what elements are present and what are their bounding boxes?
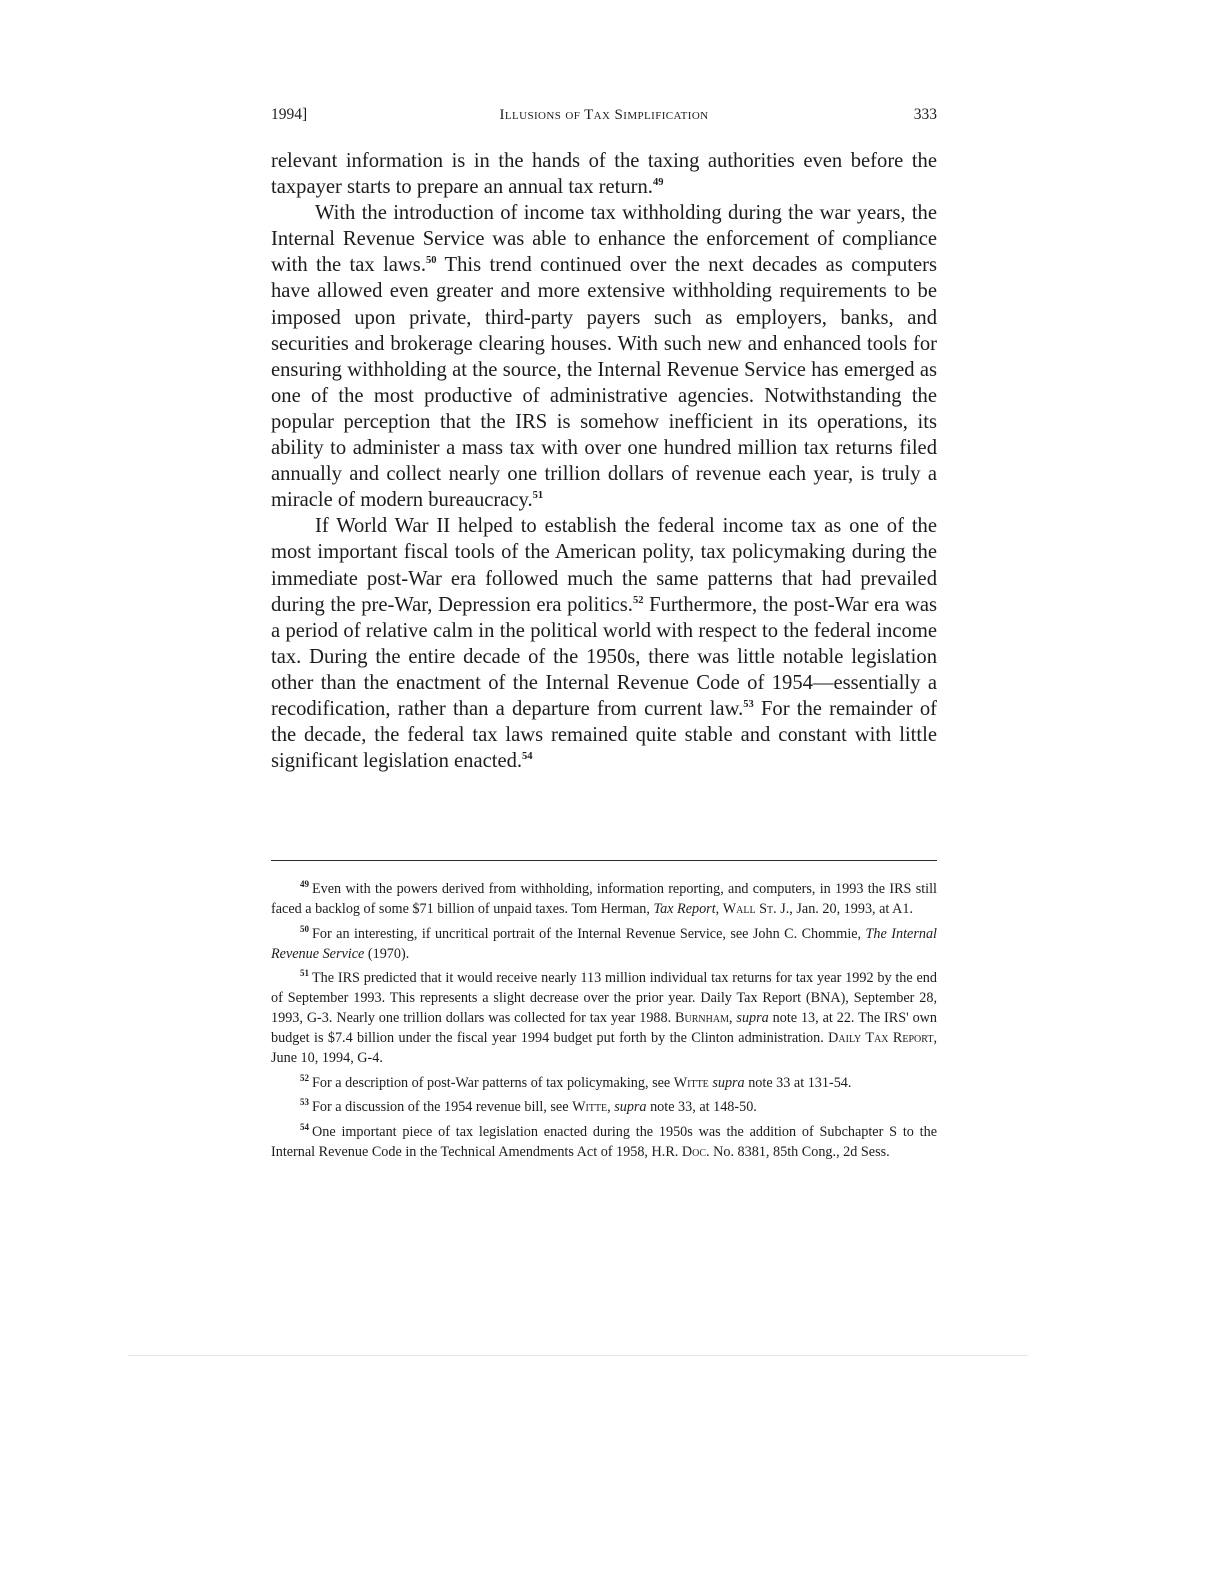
footnote-text: , bbox=[715, 901, 723, 917]
footnote-text: note 13, at 22. The IRS' own budget is $7.4 billion under the fiscal year 1994 budget put forth by the Clinton administration. bbox=[271, 1010, 938, 1046]
paragraph-withholding bbox=[271, 200, 937, 513]
footnote-number: 50 bbox=[300, 923, 309, 934]
footnote-text: Tax Report bbox=[653, 901, 716, 917]
paragraph-text: relevant information is in the hands of the taxing authorities even before the taxpayer starts to prepare an annual tax return. bbox=[271, 150, 937, 199]
footnote-text: The IRS predicted that it would receive nearly 113 million individual tax returns for tax year 1992 by the end of September 1993. This represents a slight decrease over the prior year. Daily Tax Report (BNA), September 28, 1993, G-3. Nearly one trillion dollars was collected for tax year 1988. bbox=[271, 970, 937, 1026]
footnote-52 bbox=[271, 1073, 937, 1093]
scan-artifact-line bbox=[128, 1355, 1028, 1356]
paragraph-text: Furthermore, the post-War era was a period of relative calm in the political world with respect to the federal income tax. During the entire decade of the 1950s, there was little notable legislation other than the enactment of the Internal Revenue Code of 1954—essentially a recodification, rather than a departure from current law. bbox=[271, 593, 937, 720]
footnote-text: For an interesting, if uncritical portrait of the Internal Revenue Service, see John C. Chommie, bbox=[312, 925, 866, 942]
footnote-ref-51: 51 bbox=[532, 490, 544, 502]
footnote-number: 53 bbox=[300, 1097, 309, 1108]
footnote-text: supra bbox=[736, 1010, 769, 1026]
footnote-ref-49: 49 bbox=[652, 177, 664, 189]
footnote-ref-53: 53 bbox=[743, 699, 754, 711]
paragraph-continued bbox=[271, 148, 937, 200]
paragraph-post-war bbox=[271, 513, 937, 774]
footnote-text: note 33, at 148-50. bbox=[646, 1099, 757, 1115]
footnote-53 bbox=[271, 1097, 937, 1117]
running-head-title: Illusions of Tax Simplification bbox=[499, 107, 709, 123]
paragraph-text: If World War II helped to establish the federal income tax as one of the most important fiscal tools of the American polity, tax policymaking during the immediate post-War era followed much the same patterns that had prevailed during the pre-War, Depression era politics. bbox=[271, 515, 937, 616]
footnote-divider bbox=[271, 860, 937, 861]
footnotes bbox=[271, 879, 937, 1166]
footnote-49 bbox=[271, 879, 937, 919]
page-number: 333 bbox=[913, 106, 937, 123]
footnote-text: Even with the powers derived from withholding, information reporting, and computers, in 1993 the IRS still faced a backlog of some $71 billion of unpaid taxes. Tom Herman, bbox=[271, 881, 937, 917]
footnote-text: Wall St. J. bbox=[722, 901, 790, 917]
footnote-text: note 33 at 131-54. bbox=[744, 1074, 852, 1091]
footnote-text: No. 8381, 85th Cong., 2d Sess. bbox=[709, 1143, 890, 1160]
footnote-text: Witte bbox=[673, 1074, 709, 1091]
footnote-number: 52 bbox=[300, 1072, 309, 1083]
footnote-text: One important piece of tax legislation enacted during the 1950s was the addition of Subchapter S to the Internal Revenue Code in the Technical Amendments Act of 1958, H.R. bbox=[271, 1123, 937, 1160]
footnote-text: Daily Tax Report bbox=[828, 1030, 934, 1046]
running-head-year: 1994] bbox=[271, 106, 308, 123]
footnote-50 bbox=[271, 924, 937, 964]
footnote-text: Burnham bbox=[675, 1010, 729, 1026]
paragraph-text: For the remainder of the decade, the federal tax laws remained quite stable and constant with little significant legislation enacted. bbox=[271, 697, 937, 773]
paragraph-text: With the introduction of income tax withholding during the war years, the Internal Revenue Service was able to enhance the enforcement of compliance with the tax laws. bbox=[271, 202, 937, 277]
footnote-text: , bbox=[607, 1099, 615, 1115]
paragraph-text: This trend continued over the next decades as computers have allowed even greater and more extensive withholding requirements to be imposed upon private, third-party payers such as employers, banks, and securities and brokerage clearing houses. With such new and enhanced tools for ensuring withholding at the source, the Internal Revenue Service has emerged as one of the most productive of administrative agencies. Notwithstanding the popular perception that the IRS is somehow inefficient in its operations, its ability to administer a mass tax with over one hundred million tax returns filed annually and collect nearly one trillion dollars of revenue each year, is truly a miracle of modern bureaucracy. bbox=[271, 254, 937, 512]
footnote-text: For a discussion of the 1954 revenue bill, see bbox=[312, 1099, 573, 1115]
footnote-text: Witte bbox=[572, 1099, 608, 1115]
footnote-text: Doc. bbox=[681, 1143, 710, 1160]
footnote-text: The Internal Revenue Service bbox=[271, 925, 937, 962]
footnote-text: , Jan. 20, 1993, at A1. bbox=[789, 901, 914, 917]
footnote-text: For a description of post-War patterns of tax policymaking, see bbox=[312, 1074, 674, 1091]
body-text bbox=[271, 148, 937, 774]
footnote-number: 54 bbox=[300, 1121, 309, 1132]
footnote-ref-50: 50 bbox=[425, 255, 437, 267]
footnote-number: 51 bbox=[300, 968, 309, 979]
running-head bbox=[271, 103, 937, 127]
footnote-number: 49 bbox=[300, 879, 309, 890]
footnote-54 bbox=[271, 1122, 937, 1162]
footnote-text: , June 10, 1994, G-4. bbox=[271, 1030, 937, 1066]
footnote-text: (1970). bbox=[364, 945, 410, 962]
footnote-text: supra bbox=[712, 1074, 745, 1091]
footnote-text: supra bbox=[614, 1099, 647, 1115]
footnote-ref-54: 54 bbox=[522, 751, 533, 763]
footnote-51 bbox=[271, 968, 937, 1068]
footnote-text: , bbox=[728, 1010, 737, 1026]
footnote-ref-52: 52 bbox=[632, 594, 644, 606]
